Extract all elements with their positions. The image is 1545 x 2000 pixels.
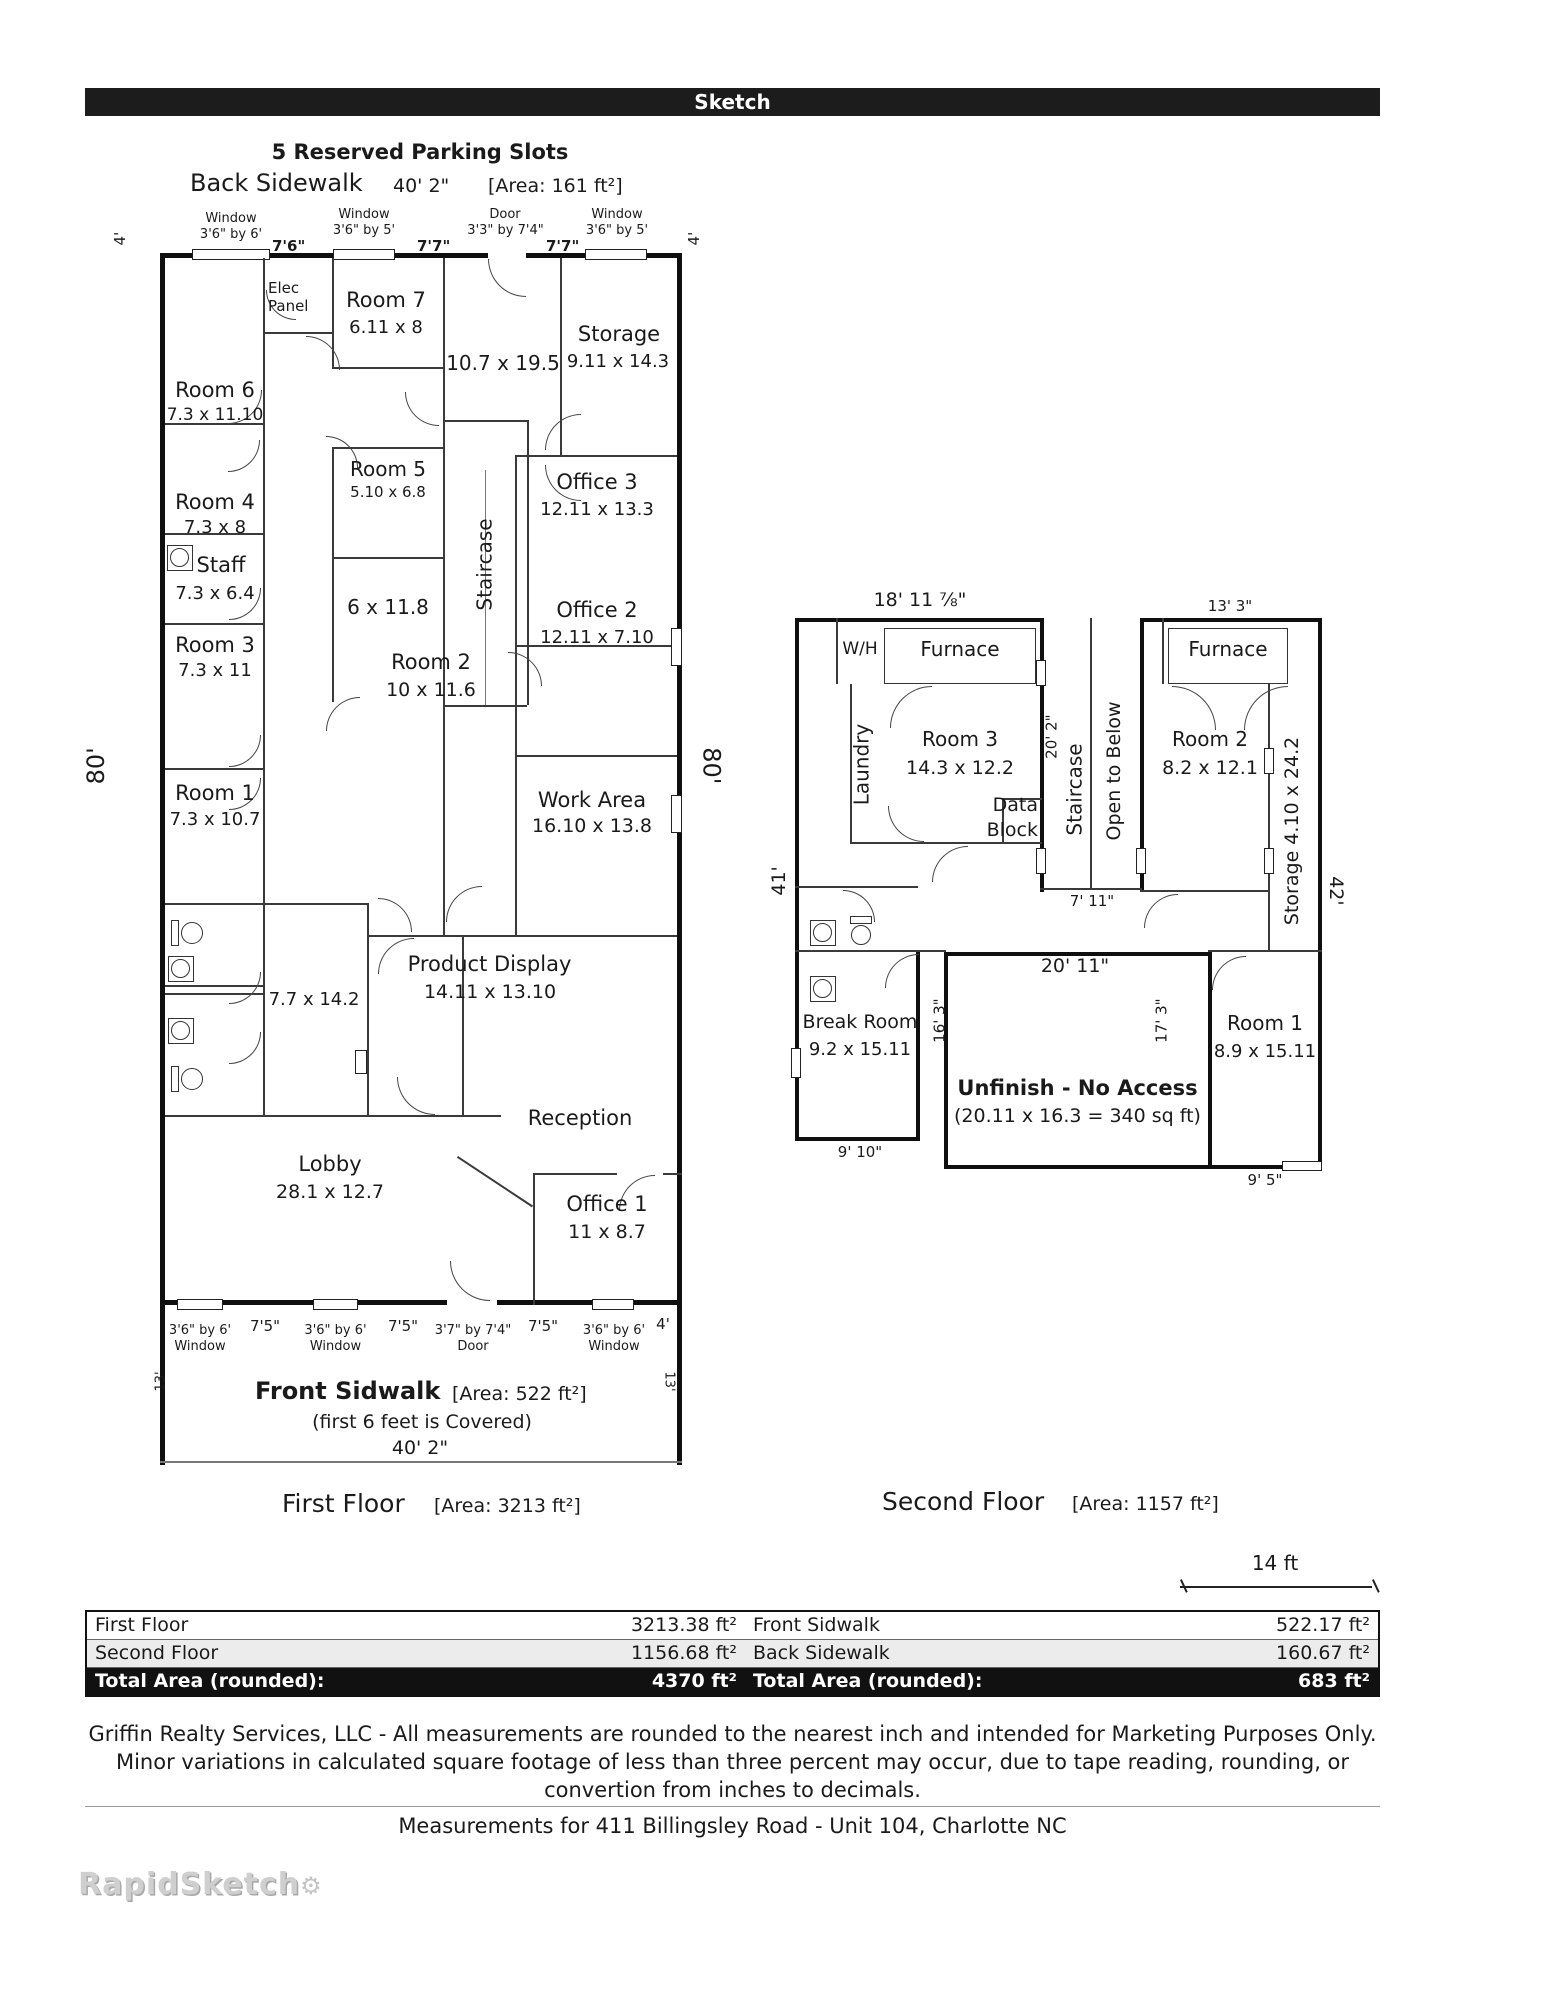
wall-seg-dim: 7'5" [527,1317,559,1335]
wall-seg-dim: 7'5" [249,1317,281,1335]
room-dim: 16.10 x 13.8 [531,815,653,837]
door-arc-icon [229,972,261,1004]
sink-icon [810,976,836,1002]
room-name: Product Display [407,952,572,976]
window-label: Window [588,1339,640,1354]
room-name: Room 3 [921,727,999,751]
table-cell: 4370 ft² [651,1670,737,1692]
window-label: Window [338,207,390,222]
room-dim: 7.3 x 6.4 [175,583,255,604]
scale-label: 14 ft [1251,1551,1299,1575]
table-cell: Total Area (rounded): [753,1670,983,1692]
wall [165,623,263,625]
front-sidewalk-area: [Area: 522 ft²] [452,1383,587,1405]
window-size: 3'6" by 6' [304,1323,367,1338]
door-arc-icon [1172,686,1216,730]
depth-dim-left: 4' [111,231,130,246]
disclaimer-line: Griffin Realty Services, LLC - All measurements are rounded to the nearest inch and intended for Marketing Purposes Only. [88,1722,1377,1746]
room-name: Room 5 [349,457,427,481]
unfinished-label: Unfinish - No Access [957,1076,1198,1100]
room-name: Reception [527,1106,633,1130]
height-dim: 17' 3" [1152,998,1171,1043]
toilet-icon [181,922,203,944]
wall-seg-dim: 7'7" [417,237,451,255]
room-name: Office 1 [566,1192,648,1216]
side-dim-left: 80' [81,747,110,785]
door-size: 3'3" by 7'4" [467,223,544,238]
wall-seg-dim: 4' [656,1315,670,1333]
front-sidewalk-label: Front Sidwalk [255,1377,441,1405]
room-dim: 7.3 x 11 [178,660,252,681]
window-label: Window [309,1339,362,1354]
depth-dim-right: 13' [661,1371,677,1392]
window-icon [1264,848,1274,874]
window-size: 3'6" by 6' [168,1323,232,1338]
window-label: Window [591,207,643,222]
wall [944,952,948,1169]
sink-icon [168,1018,194,1044]
dim-top-left: 18' 11 ⅞" [873,589,967,611]
logo-text: RapidSketch [78,1867,301,1902]
table-cell: Back Sidewalk [753,1642,890,1664]
room-dim: 7.3 x 11.10 [166,405,264,425]
depth-dim-right: 4' [685,231,704,246]
window-size: 3'6" by 5' [332,223,396,238]
room-name: Office 3 [556,470,638,494]
room-dim: 5.10 x 6.8 [350,483,426,501]
wall [515,755,677,757]
hall-dim: 10.7 x 19.5 [446,351,560,375]
door-arc-icon [306,336,340,370]
door-label: Door [457,1339,489,1354]
room-dim: 7.3 x 8 [183,517,247,538]
table-cell: 160.67 ft² [1276,1642,1370,1664]
hall-dim: 7' 11" [1069,892,1115,910]
wall [367,935,677,937]
room-name: Staff [196,553,246,577]
wall-seg-dim: 7'6" [272,237,306,255]
window-icon [355,1050,367,1074]
depth-dim-left: 13' [153,1371,169,1392]
room-name: Room 2 [1171,727,1249,751]
scale-tick [1372,1579,1380,1593]
table-cell: First Floor [95,1614,189,1636]
sink-icon [168,956,194,982]
table-row [87,1612,1378,1640]
door-arc-icon [1144,894,1178,928]
front-sidewalk-note: (first 6 feet is Covered) [312,1411,532,1433]
room-dim: 9.2 x 15.11 [808,1039,912,1060]
door-arc-icon [545,414,581,450]
wall [263,332,332,334]
window-size: 3'6" by 6' [199,227,263,242]
table-cell: 683 ft² [1298,1670,1370,1692]
room-name: Furnace [1188,637,1268,661]
door-arc-icon [932,846,968,882]
parking-label: 5 Reserved Parking Slots [271,140,569,164]
wall [1318,618,1322,1169]
room-dim: 12.11 x 13.3 [540,499,654,520]
bottom-dim: 9' 5" [1247,1171,1283,1189]
wall [944,1165,1212,1169]
disclaimer-line: convertion from inches to decimals. [544,1778,921,1802]
window-icon [1036,848,1046,874]
side-dim: 41' [768,866,791,896]
door-arc-icon [885,954,919,988]
wall [1140,618,1322,622]
window-icon [1282,1161,1322,1171]
room-name: Block [986,819,1038,841]
table-cell: Second Floor [95,1642,219,1664]
open-below-label: Open to Below [1103,701,1126,841]
wall [795,950,946,952]
door-arc-icon [488,259,526,297]
dim-top-right: 13' 3" [1207,597,1253,615]
toilet-icon [181,1068,203,1090]
table-row [87,1640,1378,1668]
sidewalk-edge [160,1461,682,1463]
toilet-icon [850,916,872,924]
room-dim: 11 x 8.7 [568,1221,646,1243]
room-name: Laundry [849,723,874,806]
wall [457,1156,533,1207]
room-name: Room 1 [1226,1011,1304,1035]
door-arc-icon [378,898,412,932]
room-dim: 28.1 x 12.7 [276,1181,384,1203]
scale-bar [1180,1586,1372,1588]
door-arc-icon [888,806,924,842]
back-sidewalk-label: Back Sidewalk [190,169,363,197]
toilet-icon [171,1066,179,1092]
unfinished-dim: (20.11 x 16.3 = 340 sq ft) [954,1105,1201,1127]
back-sidewalk-area: [Area: 161 ft²] [488,175,623,197]
door-arc-icon [450,1261,490,1301]
unfinished-width-dim: 20' 11" [1040,955,1110,977]
wall [515,455,517,935]
window-icon [1036,660,1046,686]
wall [332,367,443,369]
back-sidewalk-dim: 40' 2" [393,175,450,197]
wall-seg-dim: 7'7" [546,237,580,255]
wall [663,1173,682,1175]
window-size: 3'6" by 5' [585,223,649,238]
wall [165,1115,501,1117]
toilet-icon [851,925,871,945]
table-cell: Front Sidwalk [753,1614,880,1636]
room-dim: 7.3 x 10.7 [169,809,261,830]
window-icon [333,249,395,260]
wall [1208,950,1322,952]
wall [533,1173,535,1305]
door-arc-icon [1244,686,1288,730]
room-dim: 14.11 x 13.10 [423,981,557,1003]
room-name: Room 7 [346,288,426,312]
wall [795,886,918,888]
door-arc-icon [326,697,360,731]
window-icon [592,1299,634,1310]
window-icon [1136,848,1146,874]
door-arc-icon [508,652,542,686]
room-dim: 8.2 x 12.1 [1162,757,1258,779]
room-name: Room 6 [175,378,255,402]
wall [1162,618,1164,684]
wall [165,768,263,770]
window-icon [585,249,647,260]
room-name: Data [992,794,1038,816]
hall-dim: 6 x 11.8 [347,595,429,619]
room-name: Room 2 [391,650,471,674]
door-arc-icon [890,686,932,728]
room-name: Break Room [802,1011,918,1033]
table-cell: 1156.68 ft² [630,1642,737,1664]
table-cell: 522.17 ft² [1276,1614,1370,1636]
wall [160,253,165,1465]
window-icon [177,1299,223,1310]
toilet-icon [171,920,179,946]
window-label: Window [174,1339,226,1354]
disclaimer-line: Minor variations in calculated square footage of less than three percent may occur, due to tape reading, rounding, or [115,1750,1350,1774]
rapidsketch-logo [78,1868,323,1903]
wall [1140,890,1268,892]
wall [263,903,369,905]
bottom-dim: 9' 10" [837,1143,883,1161]
wall [443,420,527,422]
page-title: Sketch [85,88,1380,116]
hall-dim: 7.7 x 14.2 [268,989,360,1010]
door-arc-icon [229,735,261,767]
wall [795,1137,920,1141]
door-size: 3'7" by 7'4" [434,1323,512,1338]
room-name: W/H [842,639,878,659]
wall [850,842,1042,844]
room-name: Room 3 [175,633,255,657]
door-arc-icon [446,886,482,922]
door-arc-icon [397,1077,435,1115]
front-sidewalk-dim: 40' 2" [391,1437,449,1459]
room-name: Panel [268,297,309,315]
height-dim: 16' 3" [930,998,949,1043]
room-dim: 14.3 x 12.2 [906,757,1014,779]
room-name: Elec [268,279,300,297]
side-dim: 42' [1324,876,1347,906]
first-floor-title: First Floor [282,1489,405,1518]
staircase-dim: 20' 2" [1042,714,1061,759]
wall [1040,888,1142,890]
wall [332,557,443,559]
door-arc-icon [1212,956,1246,990]
divider [85,1806,1380,1807]
room-name: Lobby [298,1152,362,1176]
window-label: Window [205,211,257,226]
measurements-line: Measurements for 411 Billingsley Road - Unit 104, Charlotte NC [398,1814,1067,1838]
door-label: Door [489,207,521,222]
wall [165,903,263,905]
wall [1090,618,1092,890]
window-size: 3'6" by 6' [582,1323,646,1338]
second-floor-area: [Area: 1157 ft²] [1072,1493,1219,1515]
door-arc-icon [228,440,260,472]
room-name: Storage [577,322,661,346]
wall [515,455,677,457]
second-floor-title: Second Floor [882,1487,1045,1516]
table-cell: 3213.38 ft² [630,1614,737,1636]
room-name: Staircase [472,518,497,611]
room-name: Office 2 [556,598,638,622]
window-icon [192,249,270,260]
area-summary-table [85,1610,1380,1697]
room-name: Room 1 [175,781,255,805]
room-name: Room 4 [175,490,255,514]
room-name: Work Area [537,788,647,812]
side-dim-right: 80' [697,747,726,785]
room-name: Furnace [920,637,1000,661]
wall [795,618,1044,622]
door-arc-icon [405,392,439,426]
door-arc-icon [229,1032,261,1064]
room-name: Storage 4.10 x 24.2 [1281,736,1304,926]
wall [533,1173,617,1175]
room-dim: 12.11 x 7.10 [540,627,654,648]
wall [677,253,682,1465]
room-name: Staircase [1062,743,1087,836]
table-cell: Total Area (rounded): [95,1670,325,1692]
table-total-row [87,1668,1378,1695]
room-dim: 8.9 x 15.11 [1213,1041,1317,1062]
window-icon [313,1299,358,1310]
wall-seg-dim: 7'5" [387,1317,419,1335]
room-dim: 9.11 x 14.3 [566,351,670,372]
gear-icon: ⚙ [300,1872,323,1900]
sink-icon [810,920,836,946]
first-floor-area: [Area: 3213 ft²] [434,1495,581,1517]
room-dim: 6.11 x 8 [349,317,423,338]
room-dim: 10 x 11.6 [386,679,476,701]
